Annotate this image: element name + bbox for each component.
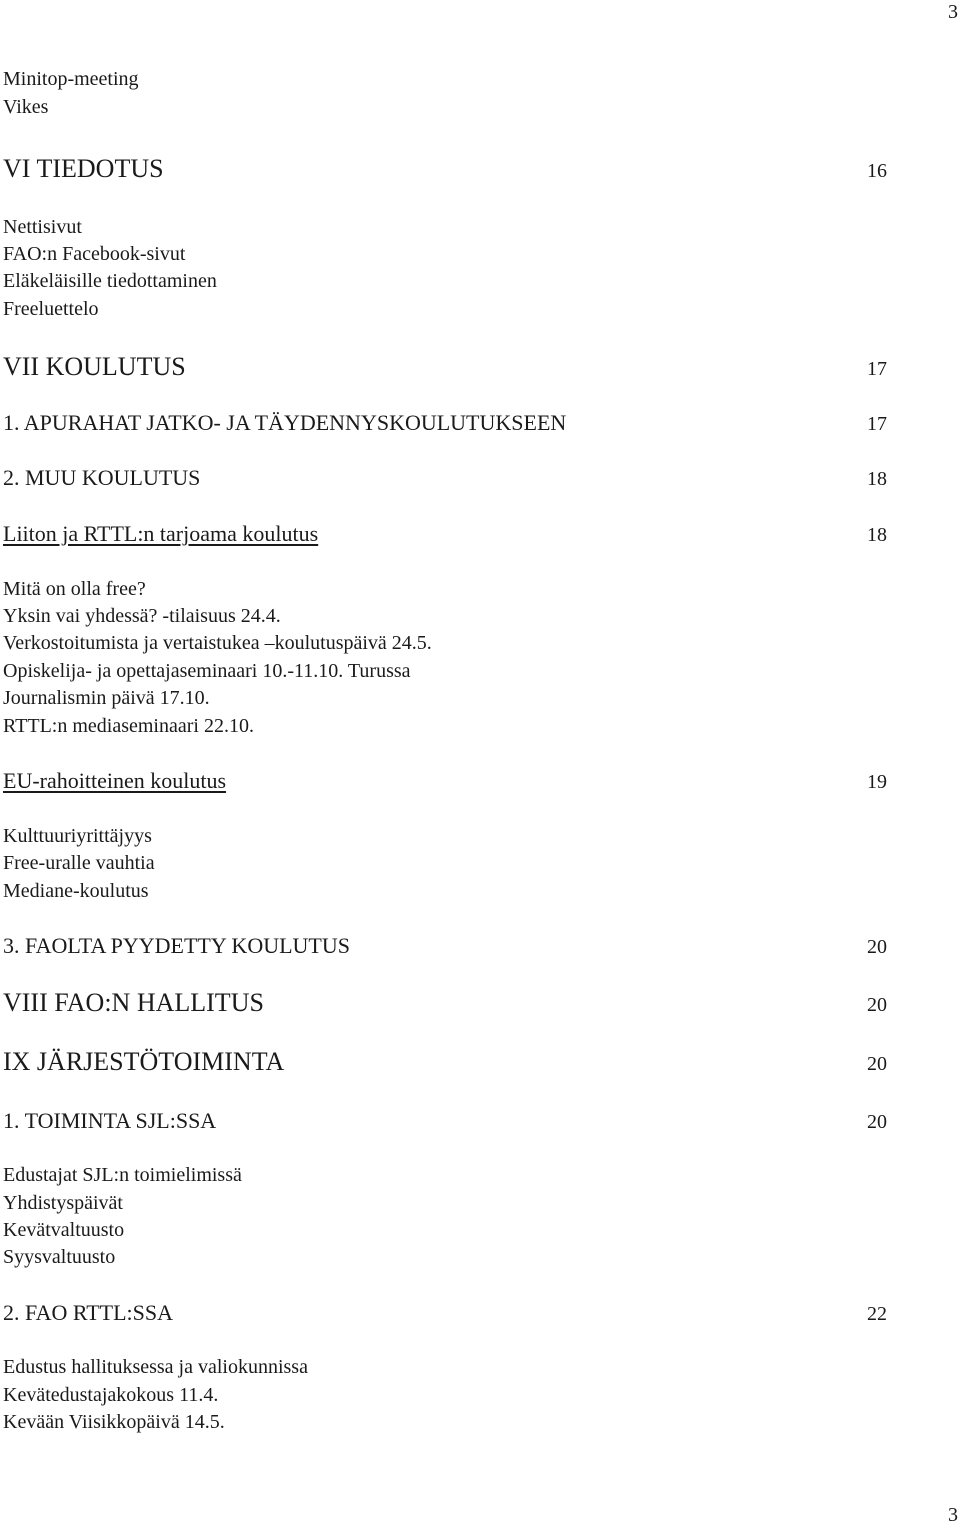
toc-entry-rttl[interactable] xyxy=(3,1302,887,1324)
toc-subitem: Yksin vai yhdessä? -tilaisuus 24.4. xyxy=(3,605,281,627)
toc-subitem: Eläkeläisille tiedottaminen xyxy=(3,270,217,292)
toc-entry-vii[interactable] xyxy=(3,354,887,380)
toc-subitem: Kevätvaltuusto xyxy=(3,1219,125,1241)
toc-subitem: Edustus hallituksessa ja valiokunnissa xyxy=(3,1356,308,1378)
intro-line: Vikes xyxy=(3,96,49,118)
toc-title: 1. TOIMINTA SJL:SSA xyxy=(3,1108,217,1133)
toc-page: 22 xyxy=(867,1303,887,1325)
toc-subitem: Mitä on olla free? xyxy=(3,578,146,600)
toc-entry-sjl[interactable] xyxy=(3,1110,887,1132)
toc-page: 20 xyxy=(867,994,887,1016)
toc-page: 20 xyxy=(867,1053,887,1075)
toc-subitem: Verkostoitumista ja vertaistukea –koulutuspäivä 24.5. xyxy=(3,632,432,654)
toc-title: 2. MUU KOULUTUS xyxy=(3,465,201,490)
toc-entry-faolta[interactable] xyxy=(3,935,887,957)
toc-page: 20 xyxy=(867,1111,887,1133)
toc-subitem: Freeluettelo xyxy=(3,298,99,320)
toc-page: 16 xyxy=(867,160,887,182)
toc-page: 18 xyxy=(867,524,887,546)
toc-page: 17 xyxy=(867,413,887,435)
toc-title: 1. APURAHAT JATKO- JA TÄYDENNYSKOULUTUKSEEN xyxy=(3,410,567,435)
toc-subitem: RTTL:n mediaseminaari 22.10. xyxy=(3,715,254,737)
toc-title: Liiton ja RTTL:n tarjoama koulutus xyxy=(3,521,319,546)
toc-page: 18 xyxy=(867,468,887,490)
intro-line: Minitop-meeting xyxy=(3,68,139,90)
toc-subitem: Edustajat SJL:n toimielimissä xyxy=(3,1164,242,1186)
toc-subitem: Syysvaltuusto xyxy=(3,1246,116,1268)
toc-subitem: Nettisivut xyxy=(3,216,82,238)
toc-subitem: Kulttuuriyrittäjyys xyxy=(3,825,152,847)
toc-subitem: FAO:n Facebook-sivut xyxy=(3,243,186,265)
toc-title: VIII FAO:N HALLITUS xyxy=(3,988,264,1017)
toc-subitem: Yhdistyspäivät xyxy=(3,1192,123,1214)
toc-entry-viii[interactable] xyxy=(3,990,887,1016)
toc-entry-liiton[interactable] xyxy=(3,523,887,545)
toc-page: 20 xyxy=(867,936,887,958)
toc-page: 19 xyxy=(867,771,887,793)
toc-subitem: Kevätedustajakokous 11.4. xyxy=(3,1384,219,1406)
toc-subitem: Journalismin päivä 17.10. xyxy=(3,687,210,709)
toc-entry-muu[interactable] xyxy=(3,467,887,489)
toc-title: VII KOULUTUS xyxy=(3,352,186,381)
toc-page: 17 xyxy=(867,358,887,380)
toc-entry-vi[interactable] xyxy=(3,156,887,182)
toc-title: EU-rahoitteinen koulutus xyxy=(3,768,227,793)
toc-title: 3. FAOLTA PYYDETTY KOULUTUS xyxy=(3,933,350,958)
toc-title: VI TIEDOTUS xyxy=(3,154,164,183)
toc-entry-ix[interactable] xyxy=(3,1049,887,1075)
toc-subitem: Free-uralle vauhtia xyxy=(3,852,155,874)
toc-subitem: Mediane-koulutus xyxy=(3,880,149,902)
toc-subitem: Kevään Viisikkopäivä 14.5. xyxy=(3,1411,225,1433)
toc-title: IX JÄRJESTÖTOIMINTA xyxy=(3,1047,285,1076)
toc-subitem: Opiskelija- ja opettajaseminaari 10.-11.10. Turussa xyxy=(3,660,411,682)
toc-title: 2. FAO RTTL:SSA xyxy=(3,1300,174,1325)
page-number-top: 3 xyxy=(948,1,958,23)
toc-entry-eu[interactable] xyxy=(3,770,887,792)
toc-entry-apurahat[interactable] xyxy=(3,412,887,434)
page-number-bottom: 3 xyxy=(948,1504,958,1526)
